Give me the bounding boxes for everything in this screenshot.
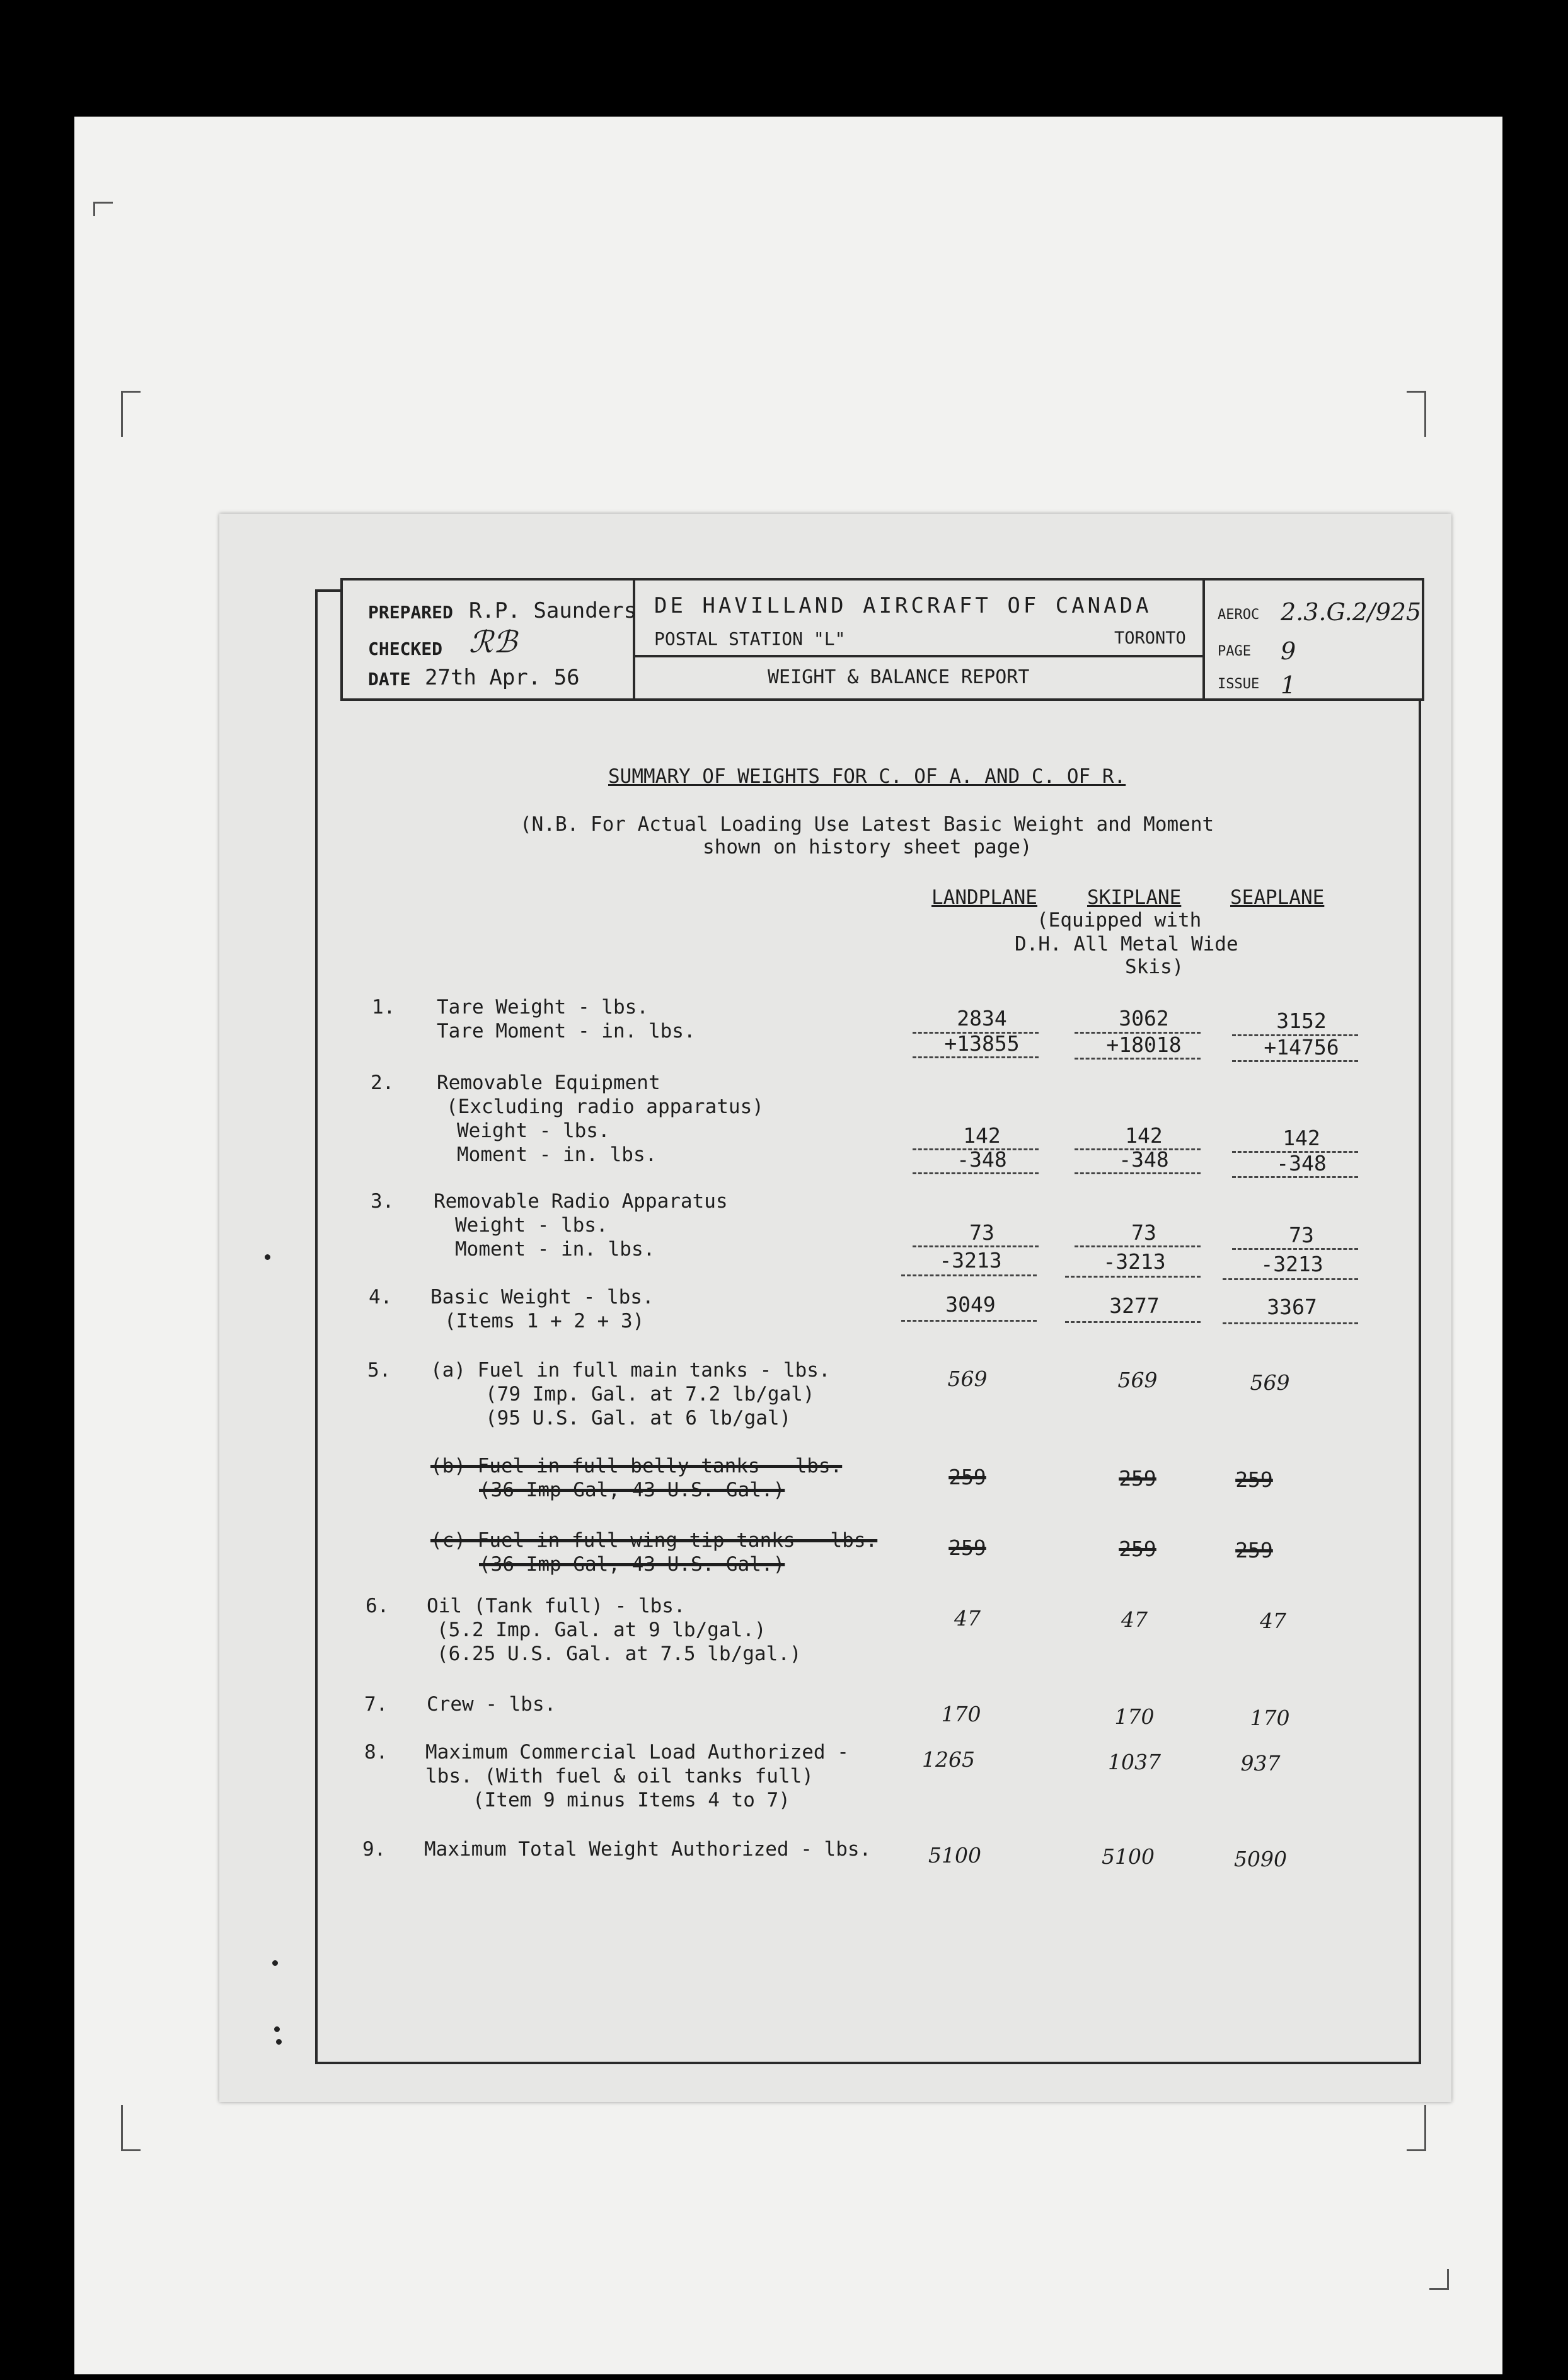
value-underline — [901, 1274, 1037, 1276]
ref-value: 2.3.G.2/925 — [1281, 598, 1422, 626]
value-underline — [1223, 1322, 1358, 1324]
item-number: 9. — [362, 1838, 386, 1861]
header-block — [340, 578, 1424, 701]
prepared-value: R.P. Saunders — [469, 598, 637, 623]
item-number: 1. — [372, 996, 396, 1019]
punch-hole — [274, 2026, 280, 2032]
struck-value-cell: 259 — [948, 1535, 986, 1560]
value-underline — [901, 1320, 1037, 1322]
postal-station: POSTAL STATION "L" — [654, 628, 846, 649]
item-label: Weight - lbs. — [455, 1214, 608, 1237]
value-cell: 569 — [947, 1366, 988, 1391]
item-label: Moment - in. lbs. — [455, 1238, 655, 1261]
value-cell: -348 — [957, 1147, 1007, 1172]
item-label: Weight - lbs. — [457, 1119, 610, 1142]
value-cell: 1037 — [1108, 1750, 1161, 1774]
value-underline — [1232, 1176, 1358, 1178]
value-cell: 142 — [1125, 1123, 1163, 1148]
value-cell: 2834 — [957, 1006, 1007, 1031]
item-number: 2. — [371, 1072, 395, 1094]
value-underline — [913, 1245, 1039, 1247]
issue-label: ISSUE — [1218, 676, 1260, 692]
value-cell: +13855 — [944, 1031, 1020, 1056]
value-cell: 1265 — [922, 1747, 975, 1772]
value-underline — [1075, 1245, 1201, 1247]
column-header-landplane: LANDPLANE — [931, 886, 1037, 909]
value-cell: -348 — [1119, 1147, 1169, 1172]
value-cell: 5100 — [1102, 1844, 1155, 1869]
punch-hole — [272, 1960, 278, 1966]
item-label: Maximum Commercial Load Authorized - — [425, 1741, 849, 1764]
struck-value-cell: 259 — [1235, 1467, 1273, 1492]
item-label: (a) Fuel in full main tanks - lbs. — [430, 1359, 831, 1382]
checked-label: CHECKED — [368, 638, 443, 659]
skiplane-note-3: Skis) — [1125, 956, 1184, 978]
checked-signature: ℛℬ — [469, 625, 517, 660]
value-underline — [1065, 1276, 1201, 1278]
crop-mark-corner-right — [1429, 2269, 1449, 2290]
struck-item-label: (c) Fuel in full wing tip tanks - lbs. — [430, 1529, 878, 1552]
value-cell: -3213 — [939, 1248, 1002, 1273]
value-cell: +14756 — [1264, 1035, 1339, 1060]
item-label: (79 Imp. Gal. at 7.2 lb/gal) — [485, 1383, 815, 1406]
value-underline — [1075, 1058, 1201, 1060]
value-underline — [1075, 1172, 1201, 1174]
value-cell: 73 — [1289, 1223, 1314, 1247]
value-underline — [1065, 1321, 1201, 1323]
page-value: 9 — [1281, 637, 1296, 665]
item-label: Removable Radio Apparatus — [434, 1190, 728, 1213]
value-cell: 5100 — [928, 1843, 981, 1868]
value-cell: +18018 — [1106, 1032, 1182, 1057]
item-label: Tare Moment - in. lbs. — [437, 1020, 696, 1043]
value-cell: 569 — [1117, 1368, 1158, 1392]
value-cell: 5090 — [1234, 1847, 1287, 1871]
item-label: (Excluding radio apparatus) — [446, 1095, 764, 1118]
crop-mark-top-left — [93, 202, 113, 216]
struck-item-label: (36 Imp Gal, 43 U.S. Gal.) — [479, 1479, 785, 1501]
item-label: (Items 1 + 2 + 3) — [444, 1310, 645, 1332]
punch-hole — [265, 1254, 270, 1260]
header-signoff-cell — [343, 581, 635, 698]
summary-title: SUMMARY OF WEIGHTS FOR C. OF A. AND C. OF R. — [608, 765, 1126, 788]
value-cell: 3062 — [1119, 1006, 1169, 1031]
item-label: Oil (Tank full) - lbs. — [427, 1595, 686, 1617]
item-number: 4. — [369, 1286, 393, 1308]
item-label: (5.2 Imp. Gal. at 9 lb/gal.) — [437, 1619, 766, 1641]
item-label: Removable Equipment — [437, 1072, 660, 1094]
value-cell: 3152 — [1276, 1008, 1327, 1033]
value-underline — [913, 1172, 1039, 1174]
skiplane-note-2: D.H. All Metal Wide — [1015, 933, 1238, 956]
struck-value-cell: 259 — [1235, 1538, 1273, 1563]
item-label: (Item 9 minus Items 4 to 7) — [473, 1789, 790, 1811]
issue-value: 1 — [1281, 671, 1296, 699]
value-cell: 47 — [1260, 1609, 1286, 1633]
column-header-skiplane: SKIPLANE — [1087, 886, 1182, 909]
prepared-label: PREPARED — [368, 602, 453, 623]
value-underline — [913, 1056, 1039, 1058]
value-cell: 47 — [1121, 1607, 1148, 1632]
header-divider — [635, 655, 1202, 657]
value-cell: 569 — [1250, 1370, 1290, 1395]
header-reference-cell — [1205, 581, 1422, 698]
value-cell: -3213 — [1103, 1249, 1166, 1274]
report-title: WEIGHT & BALANCE REPORT — [768, 666, 1030, 688]
item-number: 7. — [364, 1693, 388, 1716]
item-label: (6.25 U.S. Gal. at 7.5 lb/gal.) — [437, 1643, 802, 1665]
skiplane-note-1: (Equipped with — [1037, 909, 1202, 932]
value-cell: 73 — [969, 1220, 994, 1245]
value-cell: 3049 — [945, 1292, 996, 1317]
item-label: Moment - in. lbs. — [457, 1143, 657, 1166]
value-cell: 3367 — [1267, 1295, 1317, 1319]
value-cell: 170 — [1114, 1704, 1155, 1729]
value-cell: 3277 — [1109, 1293, 1160, 1318]
value-underline — [1232, 1248, 1358, 1250]
item-label: Crew - lbs. — [427, 1693, 556, 1716]
crop-mark-bottom-right — [1407, 2105, 1426, 2151]
crop-mark-mid-left — [121, 391, 141, 437]
punch-hole — [276, 2039, 282, 2045]
item-number: 3. — [371, 1190, 395, 1213]
item-label: Maximum Total Weight Authorized - lbs. — [424, 1838, 872, 1861]
struck-value-cell: 259 — [1119, 1537, 1156, 1561]
date-value: 27th Apr. 56 — [425, 665, 580, 690]
page-label: PAGE — [1218, 644, 1251, 659]
date-label: DATE — [368, 669, 411, 690]
item-label: Basic Weight - lbs. — [430, 1286, 654, 1308]
city: TORONTO — [1114, 628, 1186, 648]
value-cell: -3213 — [1260, 1252, 1323, 1276]
value-cell: 142 — [963, 1123, 1001, 1148]
item-number: 6. — [366, 1595, 389, 1617]
value-cell: 73 — [1131, 1220, 1156, 1245]
note-line-2: shown on history sheet page) — [703, 836, 1032, 858]
value-cell: 170 — [941, 1702, 981, 1726]
crop-mark-bottom-left — [121, 2105, 141, 2151]
header-company-cell — [635, 581, 1205, 698]
value-cell: 47 — [954, 1606, 981, 1631]
struck-value-cell: 259 — [1119, 1466, 1156, 1491]
item-label: Tare Weight - lbs. — [437, 996, 649, 1019]
value-underline — [1223, 1278, 1358, 1280]
value-cell: 170 — [1250, 1706, 1290, 1730]
item-number: 8. — [364, 1741, 388, 1764]
note-line-1: (N.B. For Actual Loading Use Latest Basic Weight and Moment — [520, 813, 1214, 836]
value-cell: -348 — [1276, 1151, 1327, 1176]
item-label: (95 U.S. Gal. at 6 lb/gal) — [485, 1407, 792, 1430]
value-cell: 142 — [1283, 1126, 1320, 1150]
struck-value-cell: 259 — [948, 1465, 986, 1489]
item-label: lbs. (With fuel & oil tanks full) — [425, 1765, 814, 1788]
company-name: DE HAVILLAND AIRCRAFT OF CANADA — [654, 593, 1152, 618]
crop-mark-mid-right — [1407, 391, 1426, 437]
item-number: 5. — [367, 1359, 391, 1382]
struck-item-label: (36 Imp Gal, 43 U.S. Gal.) — [479, 1553, 785, 1576]
value-cell: 937 — [1240, 1751, 1281, 1776]
column-header-seaplane: SEAPLANE — [1230, 886, 1325, 909]
ref-label: AEROC — [1218, 607, 1260, 623]
value-underline — [1232, 1060, 1358, 1062]
struck-item-label: (b) Fuel in full belly tanks - lbs. — [430, 1455, 843, 1477]
